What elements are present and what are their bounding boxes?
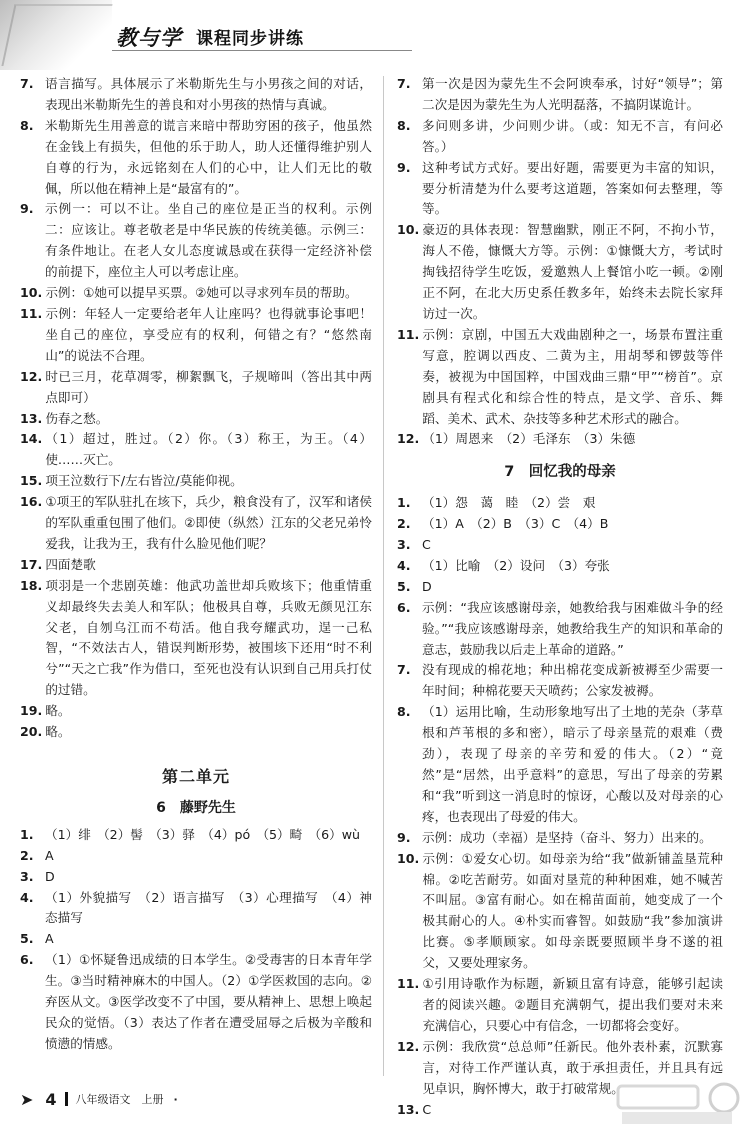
answer-number: 11. [397,326,420,342]
footer-dot: · [173,1092,178,1106]
answer-number: 20. [20,724,43,740]
answer-number: 10. [20,285,43,301]
answer-list-right [397,74,723,450]
answer-item [20,825,372,846]
answer-text: 第一次是因为蒙先生不会阿谀奉承，讨好“领导”；第二次是因为蒙先生为人光明磊落，不搞阴谋诡计。 [422,76,723,112]
answer-item [20,929,372,950]
answer-text: ①引用诗歌作为标题，新颖且富有诗意，能够引起读者的阅读兴趣。②题目充满朝气，提出我们要对未来充满信心，只要心中有信念，一切都将会变好。 [422,976,723,1033]
answer-text: （1）外貌描写 （2）语言描写 （3）心理描写 （4）神态描写 [45,889,372,926]
answer-item [20,701,372,722]
answer-number: 13. [397,1101,420,1117]
page-number: 4 [45,1089,57,1109]
answer-number: 12. [397,1038,420,1054]
answer-text: （1）周恩来 （2）毛泽东 （3）朱德 [422,431,636,447]
answer-number: 8. [20,117,34,133]
answer-number: 10. [397,222,420,238]
answer-item [20,304,372,367]
answer-item [397,514,723,535]
answer-item [20,283,372,304]
page-header [0,0,750,72]
answer-item [397,116,723,158]
answer-text: A [45,847,54,863]
answer-item [20,116,372,200]
answer-number: 14. [20,431,43,447]
answer-number: 16. [20,494,43,510]
answer-text: （1）怨 蔼 睦 （2）尝 艰 [422,495,596,511]
answer-text: 示例：①她可以提早买票。②她可以寻求列车员的帮助。 [45,285,358,301]
left-column [20,74,372,1055]
answer-number: 7. [20,76,34,91]
answer-number: 19. [20,703,43,719]
answer-text: D [45,868,55,884]
answer-number: 1. [20,826,34,842]
answer-text: 示例：成功（幸福）是坚持（奋斗、努力）出来的。 [422,829,712,845]
answer-item [20,74,372,116]
answer-number: 10. [397,850,420,866]
answer-text: （1）①怀疑鲁迅成绩的日本学生。②受毒害的日本青年学生。③当时精神麻木的中国人。（2）①学医救国的志向。②弃医从文。③医学改变不了中国，要从精神上、思想上唤起民众的觉悟。（3）表达了作者在遭受屈辱之后极为辛酸和愤懑的情感。 [45,952,372,1051]
answer-item [397,556,723,577]
answer-text: 示例：①爱女心切。如母亲为给“我”做新铺盖垦荒种棉。②吃苦耐劳。如面对垦荒的种种困难，她不喊苦不叫屈。③富有耐心。如在棉苗面前，她变成了一个极其耐心的人。④朴实而睿智。如鼓励“我”参加演讲比赛。⑤孝顺顾家。如母亲既要照顾半身不遂的祖父，又要处理家务。 [422,850,723,971]
book-title: 八年级语文 上册 [75,1093,164,1106]
answer-number: 6. [20,952,34,968]
answer-item [20,950,372,1055]
answer-text: 这种考试方式好。要出好题，需要更为丰富的知识，要分析清楚为什么要考这道题，答案如何去整理，等等。 [422,159,723,217]
answer-item [397,429,723,450]
answer-number: 9. [397,159,411,175]
answer-list-left [20,74,372,743]
answer-item [20,409,372,430]
answer-number: 1. [397,495,411,511]
answer-text: 示例：我欣赏“总总师”任新民。他外表朴素，沉默寡言，对待工作严谨认真，敢于承担责任，并且具有远见卓识，胸怀博大，敢于打破常规。 [422,1038,723,1096]
answer-item [20,471,372,492]
answer-text: 多问则多讲，少问则少讲。（或：知无不言，有问必答。） [422,117,723,154]
answer-number: 2. [397,516,411,532]
answer-text: 四面楚歌 [45,556,96,572]
answer-number: 13. [20,410,43,426]
answer-item [397,598,723,661]
answer-text: 项王泣数行下/左右皆泣/莫能仰视。 [45,473,243,489]
answer-number: 8. [397,704,411,720]
answer-item [397,325,723,430]
answer-text: （1）绯 （2）髻 （3）驿 （4）pó （5）畸 （6）wù [45,826,361,842]
series-title: 课程同步讲练 [196,29,304,49]
page-footer [20,1088,178,1110]
watermark-logo [612,1080,742,1128]
answer-number: 4. [397,557,411,573]
answer-text: （1）A （2）B （3）C （4）B [422,516,609,532]
answer-text: 没有现成的棉花地；种出棉花变成新被褥至少需要一年时间；种棉花要天天喷药；公家发被褥。 [422,662,723,699]
answer-item [397,158,723,221]
answer-number: 5. [20,931,34,947]
answer-text: 示例：“我应该感谢母亲，她教给我与困难做斗争的经验。”“我应该感谢母亲，她教给我生产的知识和革命的意志，鼓励我以后走上革命的道路。” [422,599,723,657]
answer-item [20,888,372,930]
answer-number: 9. [397,829,411,845]
answer-number: 11. [397,976,420,992]
answer-item [20,576,372,701]
lesson-7-title: 7 回忆我的母亲 [504,464,616,481]
answer-item [397,974,723,1037]
answer-number: 7. [397,662,411,678]
answer-text: （1）比喻 （2）设问 （3）夸张 [422,557,610,573]
answer-item [20,367,372,409]
answer-item [20,867,372,888]
answer-text: （1）超过，胜过。（2）你。（3）称王，为王。（4）使……灭亡。 [45,431,372,468]
answer-number: 18. [20,577,43,593]
brand-logo: 教与学 [116,25,182,50]
answer-text: A [45,931,54,947]
answer-item [397,74,723,116]
answer-text: 豪迈的具体表现：智慧幽默，刚正不阿，不拘小节，海人不倦，慷慨大方等。示例：①慷慨大方，考试时掏钱招待学生吃饭，爱邀熟人上餐馆小吃一顿。②刚正不阿，在北大历史系任教多年，始终未去院长家拜访过一次。 [422,222,723,321]
answer-item [397,220,723,325]
answer-number: 7. [397,76,411,91]
answer-text: 项羽是一个悲剧英雄：他武功盖世却兵败垓下；他重情重义却最终失去美人和军队；他极具自尊，兵败无颜见江东父老，自刎乌江而不苟活。他自我夸耀武功，逞一己私智，“不效法古人，错误判断形势，被围垓下还用“时不利兮”“天之亡我”作为借口，至死也没有认识到自己用兵打仗的过错。 [45,577,372,698]
answer-item [20,199,372,283]
answer-item [397,577,723,598]
answer-number: 12. [20,368,43,384]
answer-text: 示例一：可以不让。坐自己的座位是正当的权利。示例二：应该让。尊老敬老是中华民族的传统美德。示例三：有条件地让。在老人女儿态度诚恳或在获得一定经济补偿的前提下，座位主人可以考虑让座。 [45,201,372,280]
column-divider [383,76,384,1076]
answer-item [20,722,372,743]
right-column [397,74,723,1120]
answer-text: 伤春之愁。 [45,410,109,426]
answer-item [397,660,723,702]
lesson-6-title: 6 藤野先生 [156,799,236,816]
answer-text: （1）运用比喻，生动形象地写出了土地的芜杂（茅草根和芦苇根的多和密），暗示了母亲垦荒的艰难（费劲），表现了母亲的辛劳和爱的伟大。（2）“竟然”是“居然，出乎意料”的意思，写出了母亲的劳累和“我”听到这一消息时的惊讶，心酸以及对母亲的心疼，也表现出了母爱的伟大。 [422,704,723,824]
answer-text: 示例：京剧，中国五大戏曲剧种之一，场景布置注重写意，腔调以西皮、二黄为主，用胡琴和锣鼓等伴奏，被视为中国国粹，中国戏曲三鼎“甲”“榜首”。京剧具有程式化和综合性的特点，是文学、音乐、舞蹈、美术、武术、杂技等多种艺术形式的融合。 [422,326,723,426]
answer-number: 8. [397,117,411,133]
answer-number: 4. [20,889,34,905]
answer-text: 时已三月，花草凋零，柳絮飘飞，子规啼叫（答出其中两点即可） [45,368,372,405]
answer-text: D [422,578,432,594]
answer-number: 15. [20,473,43,489]
answer-number: 12. [397,431,420,447]
answer-number: 3. [20,868,34,884]
unit-title: 第二单元 [161,767,230,786]
answer-item [20,429,372,471]
answer-text: 略。 [45,724,71,740]
footer-bar [65,1092,68,1106]
header-corner-decoration [0,0,112,70]
answer-text: ①项王的军队驻扎在垓下，兵少，粮食没有了，汉军和诸侯的军队重重包围了他们。②即使（纵然）江东的父老兄弟怜爱我，让我为王，我有什么脸见他们呢？ [45,494,372,551]
answer-number: 3. [397,537,411,553]
answer-text: 米勒斯先生用善意的谎言来暗中帮助穷困的孩子，他虽然在金钱上有损失，但他的乐于助人，助人还懂得维护别人自尊的行为，永远铭刻在人们的心中，让人们无比的敬佩，所以他在精神上是“最富有的”。 [45,117,372,196]
header-rule [112,50,412,51]
answer-text: 略。 [45,703,71,719]
answer-number: 2. [20,847,34,863]
answer-item [20,555,372,576]
answer-item [397,702,723,827]
answer-number: 6. [397,599,411,615]
arrow-icon: ➤ [20,1089,34,1109]
answer-item [20,846,372,867]
answer-number: 9. [20,201,34,217]
answer-number: 5. [397,578,411,594]
answer-number: 17. [20,556,43,572]
answer-text: 语言描写。具体展示了米勒斯先生与小男孩之间的对话，表现出米勒斯先生的善良和对小男孩的热情与真诚。 [45,76,372,112]
answer-item [397,828,723,849]
answer-item [397,493,723,514]
answer-item [20,492,372,555]
answer-text: 示例：年轻人一定要给老年人让座吗？也得就事论事吧！坐自己的座位，享受应有的权利，何错之有？“悠然南山”的说法不合理。 [45,305,372,363]
answer-text: C [422,537,431,553]
answer-list-lesson7 [397,493,723,1120]
answer-number: 11. [20,305,43,321]
answer-item [397,535,723,556]
answer-item [397,849,723,974]
answer-list-lesson6 [20,825,372,1055]
answer-text: C [422,1101,432,1117]
